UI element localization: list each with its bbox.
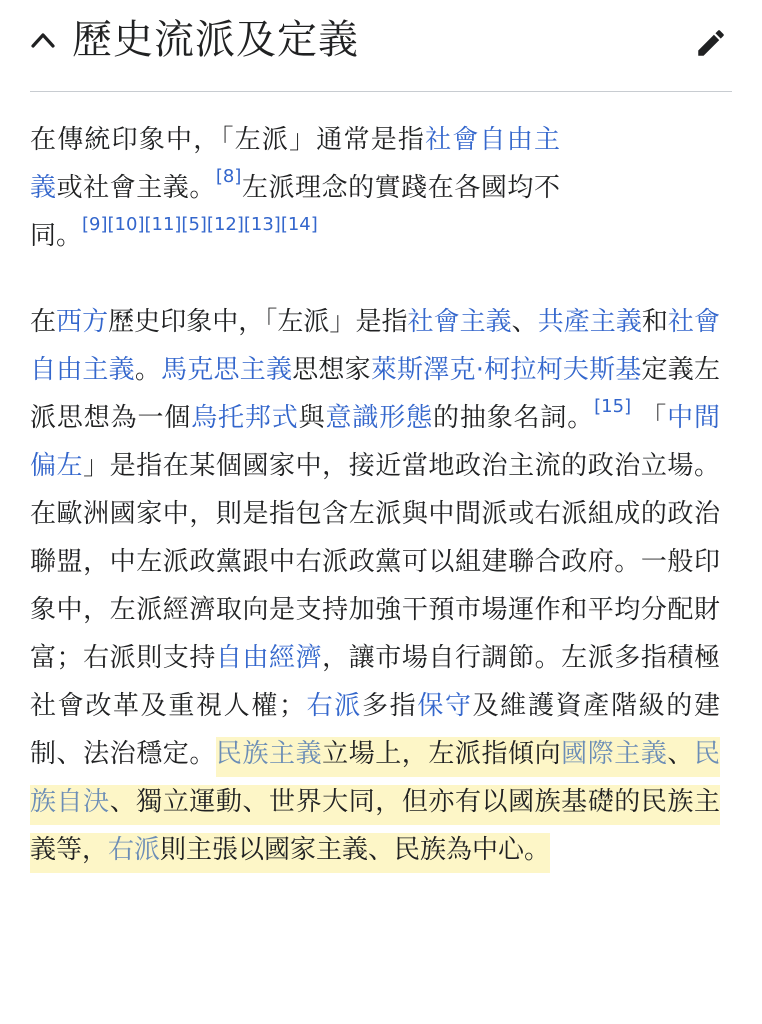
citation-8[interactable]: [8] (215, 166, 242, 187)
citation-12[interactable]: [12] (206, 214, 244, 235)
text-run: 、獨立運動、世界大同，但亦有以國族基礎的民族主義等， (30, 787, 720, 865)
text-run: 在 (30, 307, 57, 337)
citation-13[interactable]: [13] (243, 214, 281, 235)
link-socialism[interactable]: 社會主義 (407, 307, 512, 337)
link-self-determination[interactable]: 民族自決 (30, 739, 720, 817)
text-run: 的抽象名詞。 (432, 403, 595, 433)
text-run: 」是指在某個國家中，接近當地政治主流的政治立場。在歐洲國家中，則是指包含左派與中間派或右派組成的政治聯盟，中左派政黨跟中右派政黨可以組建聯合政府。一般印象中，左派經濟取向是支持加強干預市場運作和平均分配財富；右派則支持 (30, 451, 720, 673)
link-social-liberalism[interactable]: 社會自由主義 (30, 125, 560, 203)
text-run: 、 (511, 307, 538, 337)
section-content (30, 116, 720, 912)
citation-10[interactable]: [10] (107, 214, 145, 235)
text-run: 左派理念的實踐在各國均不同。 (30, 173, 560, 251)
text-run: 「 (631, 403, 668, 433)
chevron-up-icon[interactable] (30, 30, 56, 50)
link-centre-left[interactable]: 中間偏左 (30, 403, 720, 481)
link-internationalism[interactable]: 國際主義 (561, 739, 668, 769)
text-run: ，讓市場自行調節。左派多指積極社會改革及重視人權； (30, 643, 720, 721)
section-header[interactable] (0, 0, 762, 92)
text-run: 。 (134, 355, 162, 385)
citation-11[interactable]: [11] (144, 214, 182, 235)
paragraph-traditional (30, 116, 560, 260)
text-run: 或社會主義。 (56, 173, 216, 203)
text-run: 及維護資產階級的建制、法治穩定。 (30, 691, 720, 769)
text-run: 與 (298, 403, 326, 433)
link-right-wing[interactable]: 右派 (304, 691, 362, 721)
link-right-wing-2[interactable]: 右派 (108, 835, 161, 865)
text-run: 則主張以國家主義、民族為中心。 (160, 835, 551, 865)
text-run: 和 (641, 307, 668, 337)
text-run: 、 (667, 739, 694, 769)
citation-5[interactable]: [5] (181, 214, 207, 235)
section-divider (30, 91, 732, 92)
link-conservative[interactable]: 保守 (417, 691, 473, 721)
paragraph-western (30, 298, 720, 874)
citation-15[interactable]: [15] (594, 396, 632, 417)
text-run: 歷史印象中，「左派」是指 (108, 307, 408, 337)
text-run: 立場上，左派指傾向 (322, 739, 562, 769)
link-marxism[interactable]: 馬克思主義 (161, 355, 293, 385)
link-communism[interactable]: 共產主義 (537, 307, 642, 337)
link-leszek-kolakowski[interactable]: 萊斯澤克·柯拉柯夫斯基 (370, 355, 642, 385)
text-run: 在傳統印象中，「左派」通常是指 (30, 125, 426, 155)
link-ideology[interactable]: 意識形態 (325, 403, 433, 433)
link-nationalism[interactable]: 民族主義 (215, 739, 323, 769)
text-run: 定義左派思想為一個 (30, 355, 720, 433)
link-free-economy[interactable]: 自由經濟 (215, 643, 323, 673)
citation-14[interactable]: [14] (280, 214, 318, 235)
text-run: 多指 (361, 691, 418, 721)
text-run: 思想家 (292, 355, 371, 385)
citation-9[interactable]: [9] (82, 214, 108, 235)
link-social-liberalism-2[interactable]: 社會自由主義 (30, 307, 720, 385)
link-west[interactable]: 西方 (56, 307, 109, 337)
pencil-icon[interactable] (694, 26, 728, 60)
link-utopian[interactable]: 烏托邦式 (191, 403, 299, 433)
section-title: 歷史流派及定義 (72, 17, 359, 63)
